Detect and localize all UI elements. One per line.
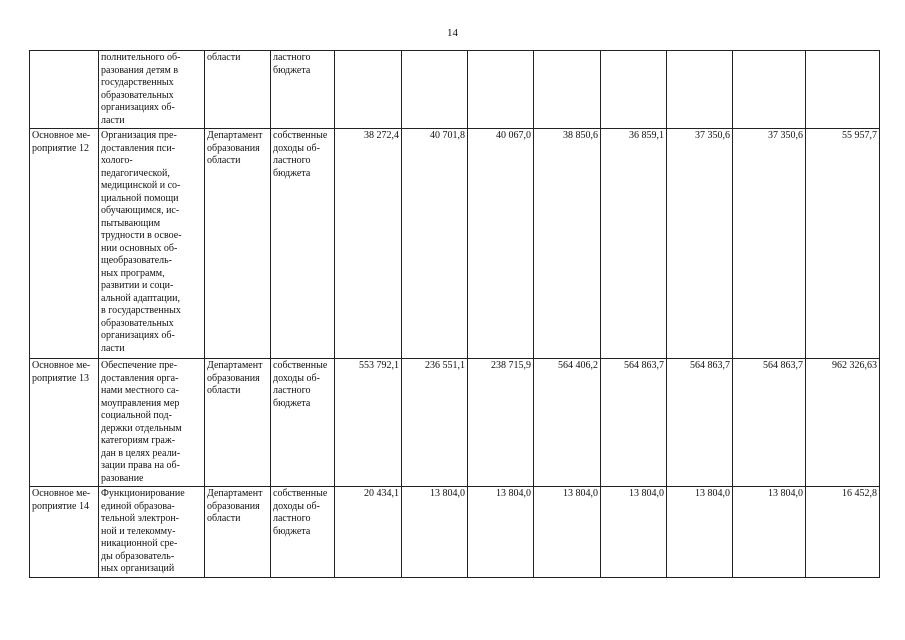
activity-description: Функционирование единой образова- тельной электрон- ной и телекомму- никационной сре- ды образователь- ных организаций bbox=[99, 487, 205, 578]
value-cell: 564 863,7 bbox=[667, 359, 733, 487]
activity-label: Основное ме- роприятие 14 bbox=[30, 487, 99, 578]
value-cell: 564 863,7 bbox=[601, 359, 667, 487]
value-cell: 38 850,6 bbox=[534, 129, 601, 359]
value-cell: 13 804,0 bbox=[534, 487, 601, 578]
value-cell: 553 792,1 bbox=[335, 359, 402, 487]
value-cell: 13 804,0 bbox=[468, 487, 534, 578]
value-cell: 37 350,6 bbox=[667, 129, 733, 359]
table-row bbox=[30, 359, 880, 487]
activity-description: Организация пре- доставления пси- холого- педагогической, медицинской и со- циальной помощи обучающимся, ис- пытывающим трудности в освое- нии основных об- щеобразователь- ных программ, развитии и соци- альной адаптации, в государственных образовательных организациях об- ласти bbox=[99, 129, 205, 359]
program-activities-table bbox=[29, 50, 880, 578]
value-cell: 962 326,63 bbox=[806, 359, 880, 487]
value-cell: 40 701,8 bbox=[402, 129, 468, 359]
value-cell: 13 804,0 bbox=[667, 487, 733, 578]
value-cell: 38 272,4 bbox=[335, 129, 402, 359]
funding-source: собственные доходы об- ластного бюджета bbox=[271, 359, 335, 487]
table-row bbox=[30, 487, 880, 578]
value-cell: 13 804,0 bbox=[733, 487, 806, 578]
value-cell: 40 067,0 bbox=[468, 129, 534, 359]
value-cell: 236 551,1 bbox=[402, 359, 468, 487]
value-cell: 37 350,6 bbox=[733, 129, 806, 359]
value-cell bbox=[335, 51, 402, 129]
page-number: 14 bbox=[447, 27, 458, 39]
value-cell: 564 406,2 bbox=[534, 359, 601, 487]
activity-description: Обеспечение пре- доставления орга- нами местного са- моуправления мер социальной под- держки отдельным категориям граж- дан в целях реали- зации права на об- разование bbox=[99, 359, 205, 487]
value-cell: 16 452,8 bbox=[806, 487, 880, 578]
value-cell bbox=[402, 51, 468, 129]
value-cell: 20 434,1 bbox=[335, 487, 402, 578]
responsible-executor: Департамент образования области bbox=[205, 487, 271, 578]
value-cell bbox=[733, 51, 806, 129]
funding-source: собственные доходы об- ластного бюджета bbox=[271, 129, 335, 359]
funding-source: собственные доходы об- ластного бюджета bbox=[271, 487, 335, 578]
activity-label: Основное ме- роприятие 13 bbox=[30, 359, 99, 487]
value-cell: 238 715,9 bbox=[468, 359, 534, 487]
value-cell bbox=[534, 51, 601, 129]
value-cell bbox=[601, 51, 667, 129]
value-cell: 55 957,7 bbox=[806, 129, 880, 359]
activity-label: Основное ме- роприятие 12 bbox=[30, 129, 99, 359]
value-cell: 36 859,1 bbox=[601, 129, 667, 359]
value-cell bbox=[468, 51, 534, 129]
value-cell bbox=[806, 51, 880, 129]
activity-label bbox=[30, 51, 99, 129]
value-cell: 13 804,0 bbox=[402, 487, 468, 578]
activity-description: полнительного об- разования детям в государственных образовательных организациях об- ласти bbox=[99, 51, 205, 129]
responsible-executor: области bbox=[205, 51, 271, 129]
table-row bbox=[30, 51, 880, 129]
responsible-executor: Департамент образования области bbox=[205, 359, 271, 487]
responsible-executor: Департамент образования области bbox=[205, 129, 271, 359]
value-cell: 13 804,0 bbox=[601, 487, 667, 578]
funding-source: ластного бюджета bbox=[271, 51, 335, 129]
value-cell bbox=[667, 51, 733, 129]
value-cell: 564 863,7 bbox=[733, 359, 806, 487]
table-row bbox=[30, 129, 880, 359]
